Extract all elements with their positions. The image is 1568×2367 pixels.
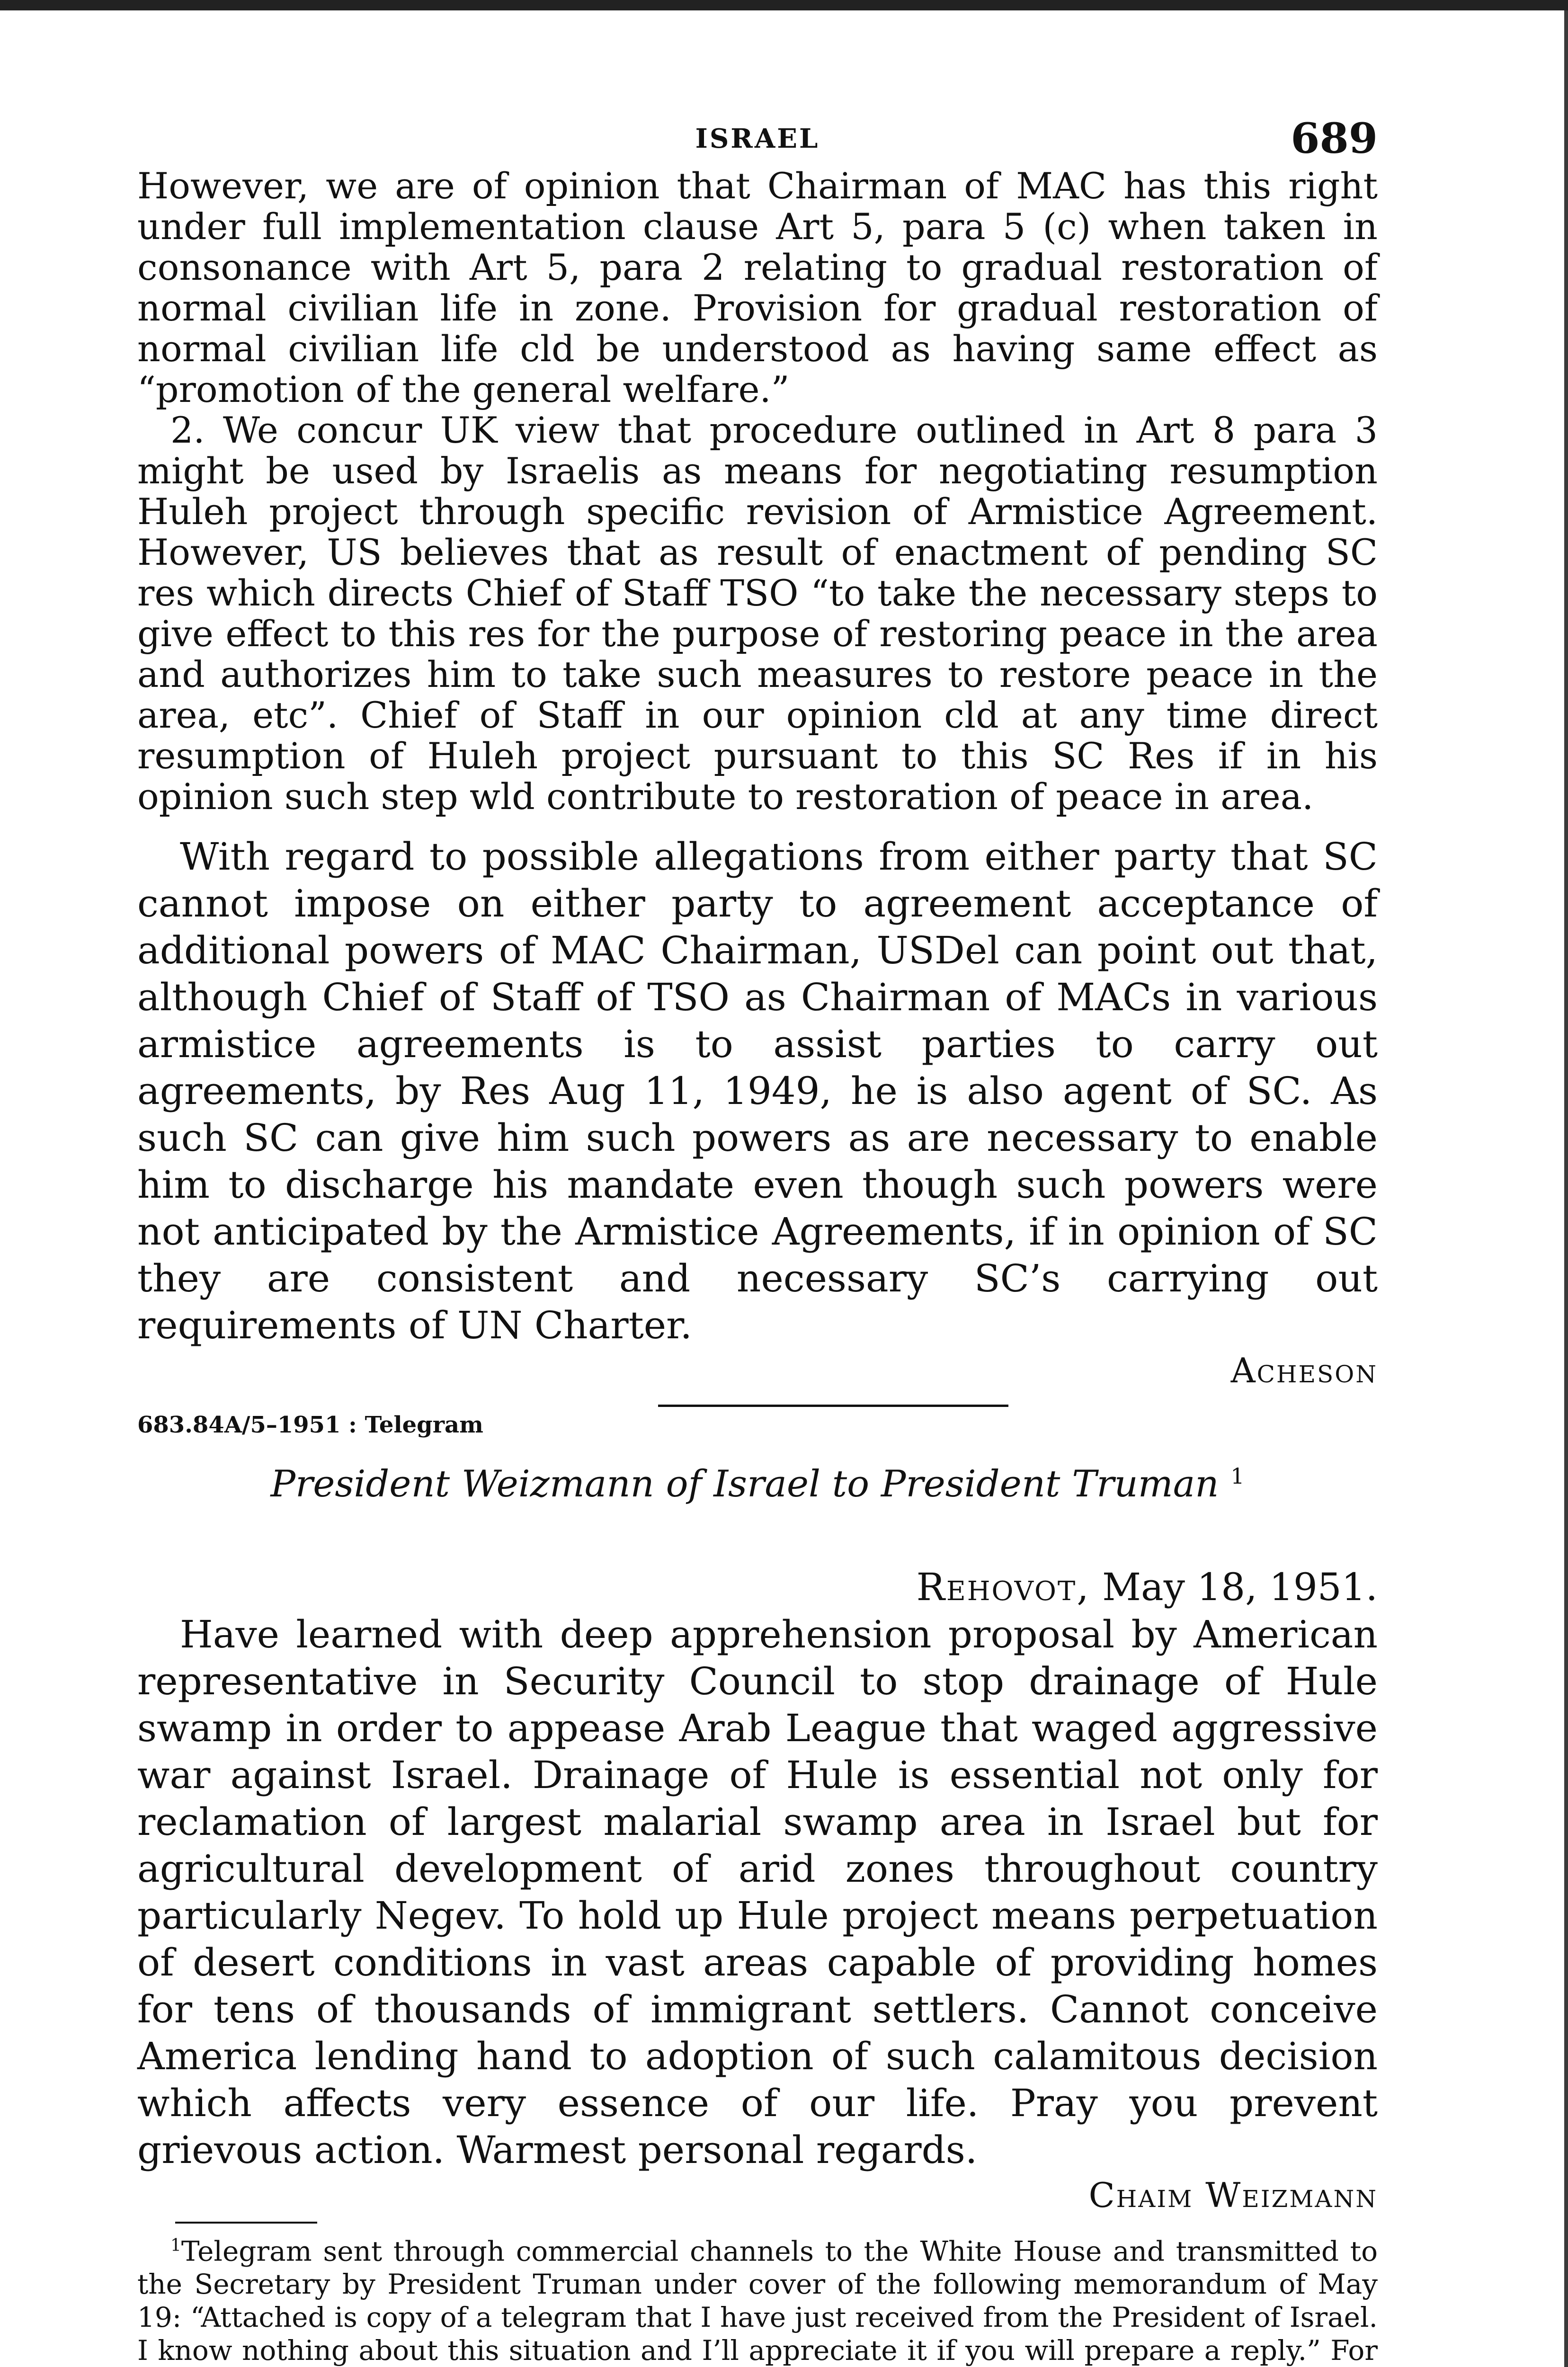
document-page bbox=[137, 114, 1378, 2367]
right-edge-shadow bbox=[1564, 10, 1568, 2367]
footnote-marker-title: 1 bbox=[1230, 1463, 1245, 1489]
paragraph-3: With regard to possible allegations from either party that SC cannot impose on either party to agreement acceptance of additional powers of MAC Chairman, USDel can point out that, although Chief of Staff of TSO as Chairman of MACs in various armistice agreements is to assist parties to carry out agreements, by Res Aug 11, 1949, he is also agent of SC. As such SC can give him such powers as are necessary to enable him to discharge his mandate even though such powers were not anticipated by the Armistice Agreements, if in opinion of SC they are consistent and necessary SC’s carrying out requirements of UN Charter. bbox=[137, 835, 1378, 1347]
document-title-text: President Weizmann of Israel to President Truman bbox=[270, 1463, 1219, 1505]
running-header bbox=[137, 114, 1378, 166]
footnote bbox=[137, 2229, 1378, 2367]
running-title: ISRAEL bbox=[695, 123, 820, 154]
footnote-divider bbox=[175, 2222, 317, 2224]
paragraph-1: However, we are of opinion that Chairman of MAC has this right under full implementation clause Art 5, para 5 (c) when taken in consonance with Art 5, para 2 relating to gradual restoration of normal civilian life in zone. Provision for gradual restoration of normal civilian life cld be understood as having same effect as “promotion of the general welfare.” bbox=[137, 165, 1378, 410]
top-edge-rule bbox=[0, 0, 1568, 10]
page-number: 689 bbox=[1291, 114, 1378, 163]
document-title bbox=[137, 1453, 1378, 1507]
footnote-marker: 1 bbox=[170, 2236, 181, 2255]
telegram-body: Have learned with deep apprehension proposal by American representative in Security Council to stop drainage of Hule swamp in order to appease Arab League that waged aggressive war against Israel. Drainage of Hule is essential not only for reclamation of largest malarial swamp area in Israel but for agricultural development of arid zones throughout country particularly Negev. To hold up Hule project means perpetuation of desert conditions in vast areas capable of providing homes for tens of thousands of immigrant settlers. Cannot conceive America lending hand to adoption of such calamitous decision which affects very essence of our life. Pray you prevent grievous action. Warmest personal regards. bbox=[137, 1612, 1378, 2172]
footnote-text: Telegram sent through commercial channels to the White House and transmitted to the Secretary by President Truman under cover of the following memorandum of May 19: “Attached is copy of a telegram that I have just received from the President of Israel. I know nothing about this situation and I’ll appreciate it if you will prepare a reply.” For bbox=[137, 2235, 1378, 2367]
section-divider bbox=[658, 1405, 1008, 1407]
paragraph-2: 2. We concur UK view that procedure outlined in Art 8 para 3 might be used by Israelis as means for negotiating resumption Huleh project through specific revision of Armistice Agreement. However, US believes that as result of enactment of pending SC res which directs Chief of Staff TSO “to take the necessary steps to give effect to this res for the purpose of restoring peace in the area and authorizes him to take such measures to restore peace in the area, etc”. Chief of Staff in our opinion cld at any time direct resumption of Huleh project pursuant to this SC Res if in his opinion such step wld contribute to restoration of peace in area. bbox=[137, 409, 1378, 818]
file-reference: 683.84A/5–1951 : Telegram bbox=[137, 1412, 483, 1438]
dateline-place: Rehovot, bbox=[916, 1565, 1090, 1609]
signature-acheson: Acheson bbox=[1230, 1351, 1378, 1390]
signature-weizmann: Chaim Weizmann bbox=[1088, 2175, 1378, 2215]
dateline bbox=[137, 1564, 1378, 1611]
dateline-date: May 18, 1951. bbox=[1102, 1565, 1378, 1609]
